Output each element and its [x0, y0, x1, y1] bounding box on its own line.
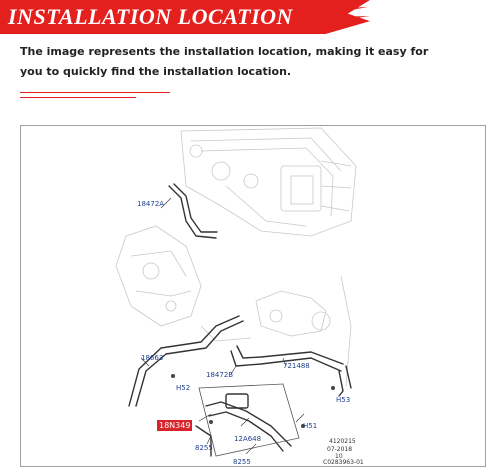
highlighted-part-label: 18N349 — [159, 421, 191, 430]
footer-code-2: 07-2018 — [327, 446, 353, 453]
part-label-721488: 721488 — [283, 362, 310, 370]
part-label-18472b: 18472B — [206, 371, 234, 379]
footer-code-4: C0283963-01 — [323, 459, 364, 466]
part-label-8255-left: 8255 — [195, 444, 213, 452]
part-label-8255-bottom: 8255 — [233, 458, 251, 466]
page-title: INSTALLATION LOCATION — [8, 4, 293, 29]
banner-streaks-decoration — [280, 4, 370, 30]
part-label-h53: H53 — [336, 396, 351, 404]
part-label-18663: 18663 — [141, 354, 164, 362]
divider-long — [20, 92, 170, 93]
installation-diagram — [20, 125, 486, 467]
part-label-h52: H52 — [176, 384, 191, 392]
description-text: The image represents the installation location, making it easy for you to quickly find the installation location. — [20, 45, 429, 78]
divider-short — [20, 97, 136, 98]
part-label-12a648: 12A648 — [234, 435, 262, 443]
footer-code-1: 4120215 — [329, 438, 356, 445]
diagram-drawing — [21, 126, 485, 466]
part-label-h51: H51 — [303, 422, 318, 430]
part-label-18472a: 18472A — [137, 200, 165, 208]
footer-code-3: 10 — [335, 453, 343, 460]
